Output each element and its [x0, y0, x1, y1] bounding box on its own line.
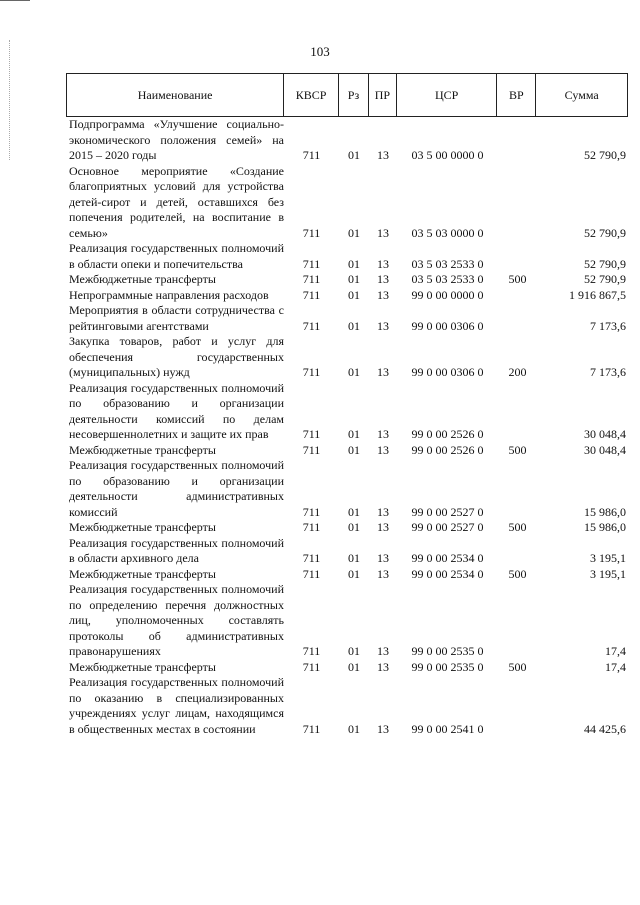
row-pr: 13 [377, 659, 389, 674]
row-rz: 01 [348, 148, 360, 162]
row-sum: 17,4 [605, 659, 626, 674]
table-row [66, 164, 628, 242]
row-csr: 99 0 00 2541 0 [411, 721, 484, 736]
row-rz: 01 [348, 442, 360, 457]
row-sum: 3 195,1 [590, 551, 626, 565]
row-pr: 13 [377, 427, 389, 441]
row-rz: 01 [348, 318, 360, 333]
row-kvsr: 711 [302, 427, 321, 441]
row-rz: 01 [348, 659, 360, 674]
row-pr: 13 [377, 442, 389, 457]
row-sum: 17,4 [605, 644, 626, 658]
row-sum: 7 173,6 [590, 318, 626, 333]
row-pr: 13 [377, 721, 389, 736]
row-name: Подпрограмма «Улучшение социально-экономического положения семей» на 2015 – 2020 годы [69, 117, 284, 162]
row-pr: 13 [377, 644, 389, 658]
row-sum: 52 790,9 [584, 256, 626, 271]
row-pr: 13 [377, 148, 389, 162]
row-kvsr: 711 [302, 318, 321, 333]
row-kvsr: 711 [302, 644, 321, 658]
row-name: Реализация государственных полномочий по образованию и организации деятельности административных комиссий [69, 458, 284, 519]
row-name: Закупка товаров, работ и услуг для обеспечения государственных (муниципальных) нужд [69, 334, 284, 379]
row-name: Реализация государственных полномочий по образованию и организации деятельности комиссий по делам несовершеннолетних и защите их прав [69, 380, 284, 441]
row-kvsr: 711 [302, 225, 321, 240]
row-sum: 7 173,6 [590, 365, 626, 379]
row-kvsr: 711 [302, 442, 321, 457]
row-vr: 500 [508, 659, 527, 674]
row-pr: 13 [377, 566, 389, 581]
row-vr: 500 [508, 442, 527, 457]
row-kvsr: 711 [302, 148, 321, 162]
row-sum: 15 986,0 [584, 520, 626, 534]
row-name: Непрограммные направления расходов [69, 287, 269, 302]
row-csr: 99 0 00 2527 0 [411, 520, 484, 534]
row-csr: 99 0 00 0000 0 [411, 287, 484, 302]
table-row [66, 381, 628, 443]
row-rz: 01 [348, 520, 360, 534]
row-pr: 13 [377, 365, 389, 379]
row-name: Реализация государственных полномочий по определению перечня должностных лиц, уполномоченных составлять протоколы об административных правонарушениях [69, 582, 284, 658]
row-sum: 30 048,4 [584, 442, 626, 457]
row-sum: 15 986,0 [584, 504, 626, 519]
row-csr: 99 0 00 0306 0 [411, 365, 484, 379]
row-kvsr: 711 [302, 659, 321, 674]
row-name: Межбюджетные трансферты [69, 442, 216, 457]
row-csr: 99 0 00 2535 0 [411, 644, 484, 658]
row-csr: 03 5 03 2533 0 [411, 272, 484, 286]
row-pr: 13 [377, 256, 389, 271]
row-rz: 01 [348, 644, 360, 658]
row-rz: 01 [348, 225, 360, 240]
row-kvsr: 711 [302, 566, 321, 581]
table-row [66, 443, 628, 459]
row-pr: 13 [377, 287, 389, 302]
column-header-name: Наименование [67, 74, 284, 116]
row-rz: 01 [348, 256, 360, 271]
row-csr: 03 5 00 0000 0 [411, 148, 484, 162]
column-header-csr: ЦСР [397, 74, 498, 116]
row-sum: 3 195,1 [590, 566, 626, 581]
row-name: Реализация государственных полномочий в области опеки и попечительства [69, 241, 284, 271]
row-name: Реализация государственных полномочий в области архивного дела [69, 535, 284, 565]
row-csr: 99 0 00 2534 0 [411, 566, 484, 581]
row-csr: 03 5 03 0000 0 [411, 225, 484, 240]
row-vr: 500 [508, 566, 527, 581]
row-pr: 13 [377, 225, 389, 240]
row-kvsr: 711 [302, 520, 321, 534]
row-vr: 500 [508, 272, 527, 286]
column-header-pr: ПР [369, 74, 397, 116]
table-row [66, 241, 628, 272]
row-name: Межбюджетные трансферты [69, 520, 216, 534]
table-row [66, 582, 628, 660]
row-kvsr: 711 [302, 272, 321, 286]
row-kvsr: 711 [302, 504, 321, 519]
page-number: 103 [310, 44, 330, 59]
column-header-kvsr: КВСР [284, 74, 339, 116]
row-csr: 99 0 00 0306 0 [411, 318, 484, 333]
row-sum: 52 790,9 [584, 148, 626, 162]
row-pr: 13 [377, 520, 389, 534]
row-csr: 03 5 03 2533 0 [411, 256, 484, 271]
row-rz: 01 [348, 365, 360, 379]
table-row [66, 675, 628, 737]
row-csr: 99 0 00 2526 0 [411, 427, 484, 441]
column-header-rz: Рз [339, 74, 369, 116]
row-csr: 99 0 00 2527 0 [411, 504, 484, 519]
row-sum: 30 048,4 [584, 427, 626, 441]
row-kvsr: 711 [302, 256, 321, 271]
table-row [66, 520, 628, 536]
table-row [66, 334, 628, 381]
row-name: Мероприятия в области сотрудничества с рейтинговыми агентствами [69, 303, 284, 333]
table-row [66, 660, 628, 676]
table-body [66, 117, 628, 737]
row-pr: 13 [377, 504, 389, 519]
row-kvsr: 711 [302, 365, 321, 379]
row-csr: 99 0 00 2534 0 [411, 551, 484, 565]
row-kvsr: 711 [302, 721, 321, 736]
row-rz: 01 [348, 721, 360, 736]
table-row [66, 303, 628, 334]
table-row [66, 117, 628, 164]
column-header-vr: ВР [497, 74, 536, 116]
row-vr: 200 [508, 365, 527, 379]
row-csr: 99 0 00 2526 0 [411, 442, 484, 457]
table-row [66, 288, 628, 304]
column-header-sum: Сумма [564, 87, 599, 102]
row-pr: 13 [377, 551, 389, 565]
scan-corner-mark [0, 0, 30, 9]
row-name: Межбюджетные трансферты [69, 659, 216, 674]
row-name: Реализация государственных полномочий по оказанию в специализированных учреждениях услуг лицам, находящимся в общественных местах в состоянии [69, 675, 284, 736]
table-row [66, 458, 628, 520]
row-rz: 01 [348, 287, 360, 302]
row-csr: 99 0 00 2535 0 [411, 659, 484, 674]
row-kvsr: 711 [302, 287, 321, 302]
table-header [66, 73, 628, 117]
row-sum: 1 916 867,5 [569, 287, 626, 302]
row-name: Межбюджетные трансферты [69, 566, 216, 581]
row-name: Основное мероприятие «Создание благоприятных условий для устройства детей-сирот и детей, оставшихся без попечения родителей, на воспитание в семью» [69, 163, 284, 240]
row-rz: 01 [348, 551, 360, 565]
row-sum: 44 425,6 [584, 721, 626, 736]
row-kvsr: 711 [302, 551, 321, 565]
row-rz: 01 [348, 504, 360, 519]
row-pr: 13 [377, 272, 389, 286]
table-row [66, 536, 628, 567]
row-rz: 01 [348, 566, 360, 581]
table-row [66, 272, 628, 288]
row-sum: 52 790,9 [584, 272, 626, 286]
row-name: Межбюджетные трансферты [69, 272, 216, 286]
row-rz: 01 [348, 272, 360, 286]
row-pr: 13 [377, 318, 389, 333]
table-row [66, 567, 628, 583]
row-sum: 52 790,9 [584, 225, 626, 240]
row-rz: 01 [348, 427, 360, 441]
row-vr: 500 [508, 520, 527, 534]
